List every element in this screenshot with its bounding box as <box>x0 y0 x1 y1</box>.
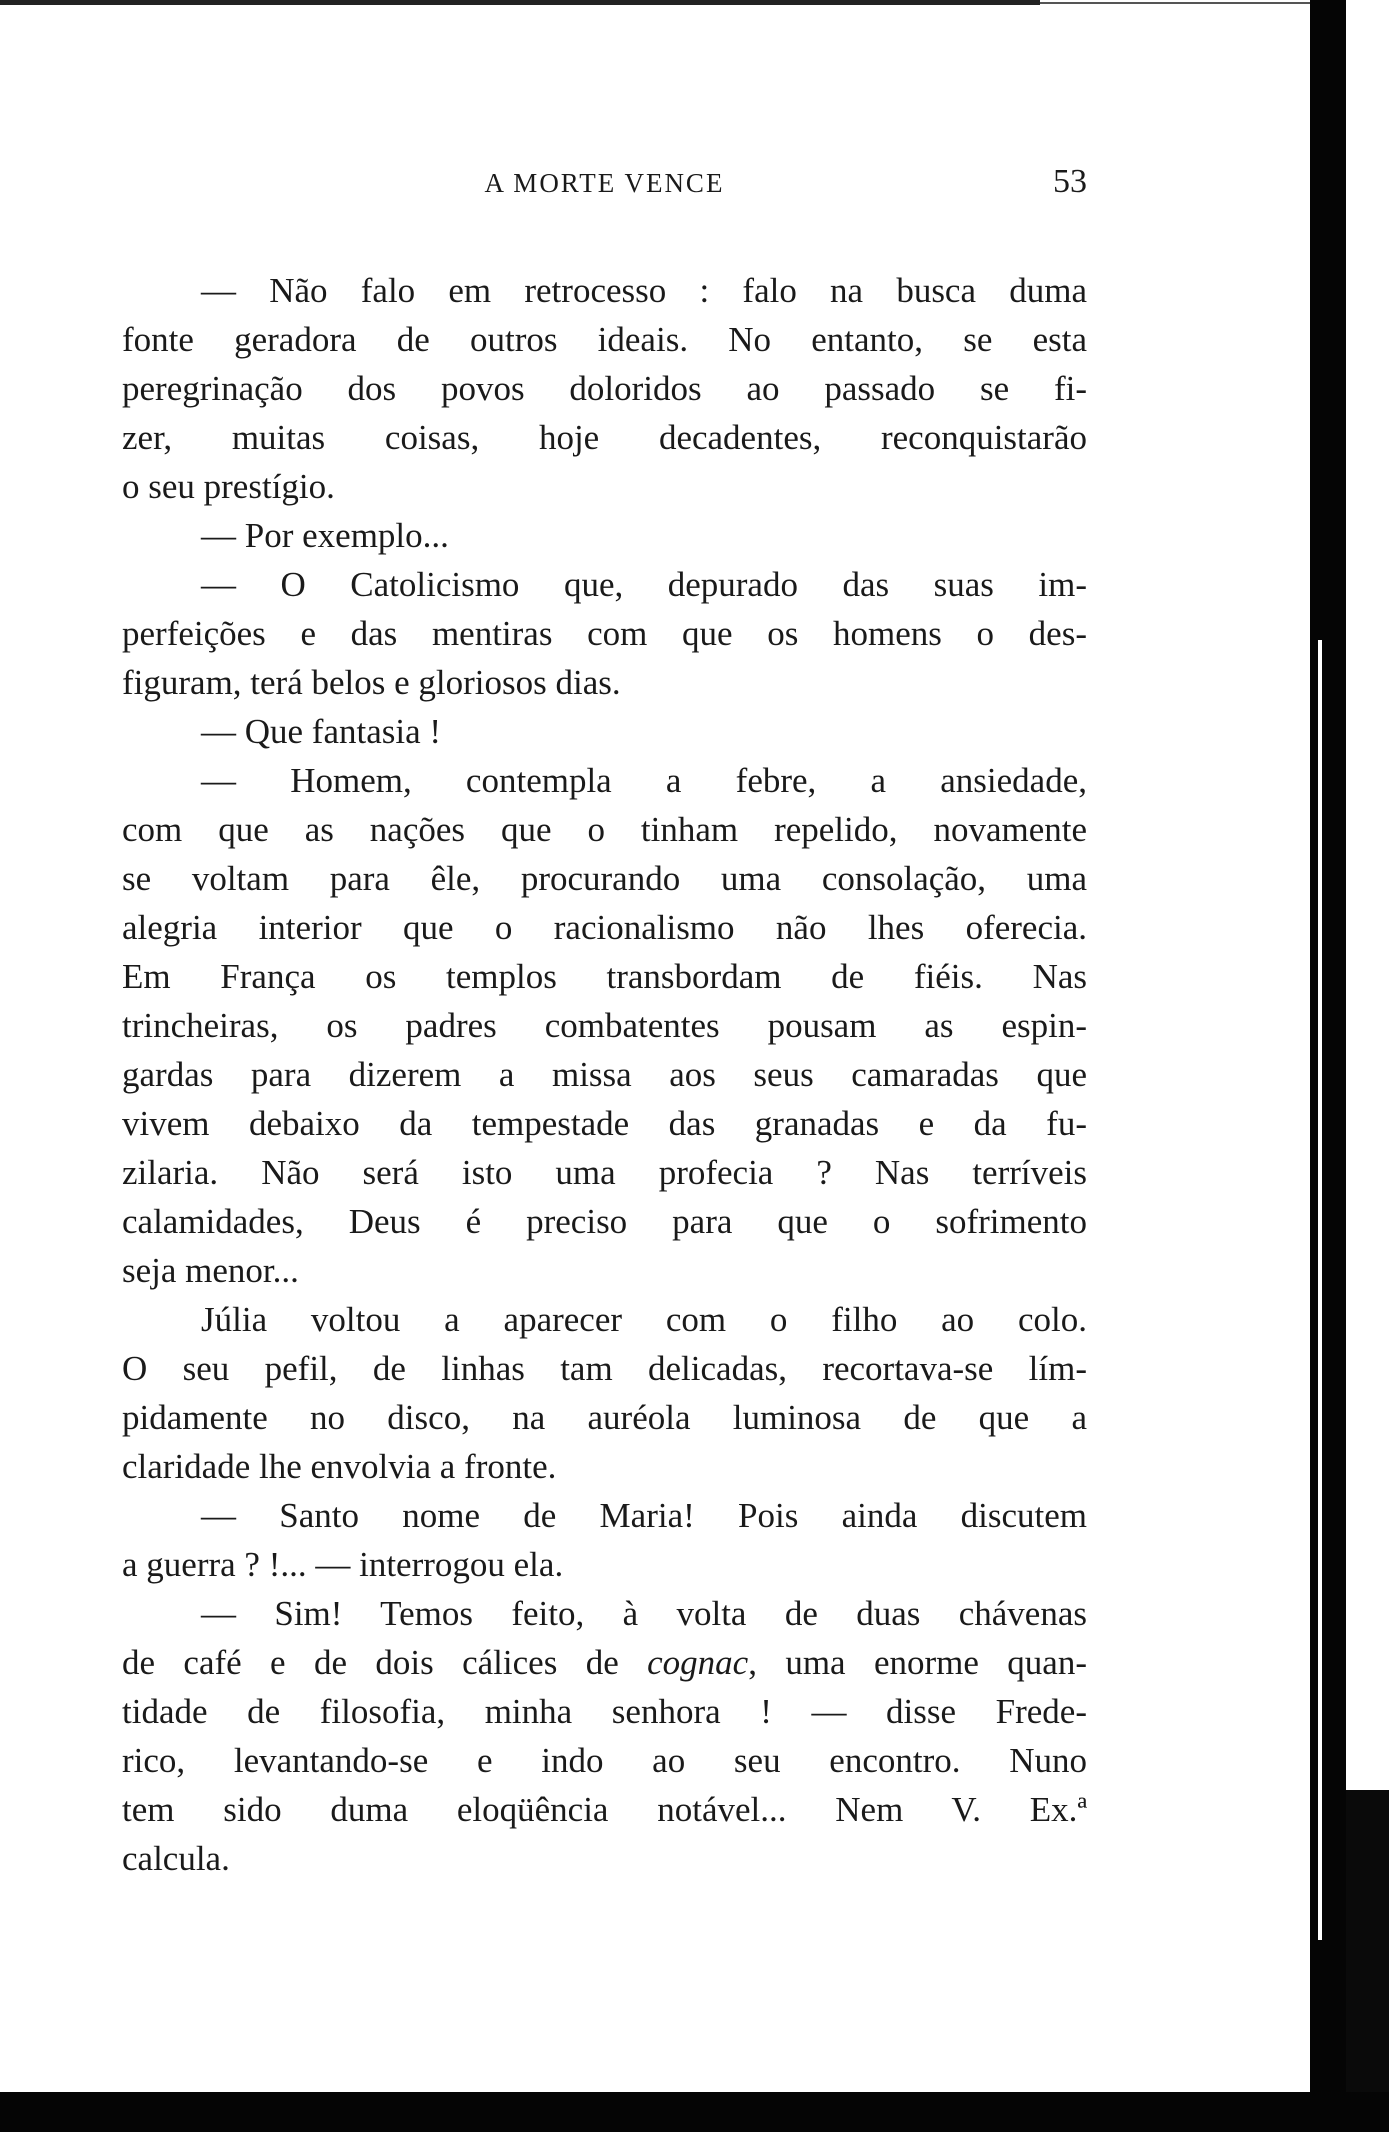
text-line: — Santo nome de Maria! Pois ainda discutem <box>201 1496 1087 1535</box>
text-line: o seu prestígio. <box>122 467 335 506</box>
text-line: O seu pefil, de linhas tam delicadas, recortava-se lím- <box>122 1349 1087 1388</box>
text-line: seja menor... <box>122 1251 299 1290</box>
text-line: Em França os templos transbordam de fiéis. Nas <box>122 957 1087 996</box>
running-header <box>122 163 1087 208</box>
text-line: rico, levantando-se e indo ao seu encontro. Nuno <box>122 1741 1087 1780</box>
running-title: A MORTE VENCE <box>484 168 725 198</box>
text-line: — Sim! Temos feito, à volta de duas chávenas <box>201 1594 1087 1633</box>
text-line: se voltam para êle, procurando uma consolação, uma <box>122 859 1087 898</box>
page-number: 53 <box>1053 163 1087 200</box>
scan-binding-shadow <box>1310 0 1346 2132</box>
text-line: gardas para dizerem a missa aos seus camaradas que <box>122 1055 1087 1094</box>
text-line: perfeições e das mentiras com que os homens o des- <box>122 614 1087 653</box>
text-line: Júlia voltou a aparecer com o filho ao colo. <box>201 1300 1087 1339</box>
text-line: de café e de dois cálices de cognac, uma enorme quan- <box>122 1643 1087 1682</box>
text-line: fonte geradora de outros ideais. No entanto, se esta <box>122 320 1087 359</box>
text-line: claridade lhe envolvia a fronte. <box>122 1447 557 1486</box>
text-line: — Que fantasia ! <box>201 712 442 751</box>
text-line: tem sido duma eloqüência notável... Nem V. Ex.ª <box>122 1790 1087 1829</box>
text-line: com que as nações que o tinham repelido, novamente <box>122 810 1087 849</box>
text-line: vivem debaixo da tempestade das granadas e da fu- <box>122 1104 1087 1143</box>
text-line: calamidades, Deus é preciso para que o sofrimento <box>122 1202 1087 1241</box>
text-line: — Não falo em retrocesso : falo na busca duma <box>201 271 1087 310</box>
text-line: calcula. <box>122 1839 230 1878</box>
text-line: — O Catolicismo que, depurado das suas im- <box>201 565 1087 604</box>
text-line: alegria interior que o racionalismo não lhes oferecia. <box>122 908 1087 947</box>
scan-binding-gap <box>1318 640 1322 1940</box>
text-line: trincheiras, os padres combatentes pousam as espin- <box>122 1006 1087 1045</box>
scan-top-edge <box>1040 2 1310 4</box>
emphasized-word: cognac <box>647 1643 749 1682</box>
text-line: tidade de filosofia, minha senhora ! — disse Frede- <box>122 1692 1087 1731</box>
text-line: peregrinação dos povos doloridos ao passado se fi- <box>122 369 1087 408</box>
scan-bottom-edge <box>0 2092 1389 2132</box>
text-line: a guerra ? !... — interrogou ela. <box>122 1545 564 1584</box>
scan-top-edge <box>0 0 1040 5</box>
text-line: zilaria. Não será isto uma profecia ? Nas terríveis <box>122 1153 1087 1192</box>
text-line: — Homem, contempla a febre, a ansiedade, <box>201 761 1087 800</box>
text-line: pidamente no disco, na auréola luminosa de que a <box>122 1398 1087 1437</box>
text-line: figuram, terá belos e gloriosos dias. <box>122 663 621 702</box>
text-line: zer, muitas coisas, hoje decadentes, reconquistarão <box>122 418 1087 457</box>
text-line: — Por exemplo... <box>201 516 449 555</box>
scan-binding-shadow <box>1346 1790 1389 2132</box>
